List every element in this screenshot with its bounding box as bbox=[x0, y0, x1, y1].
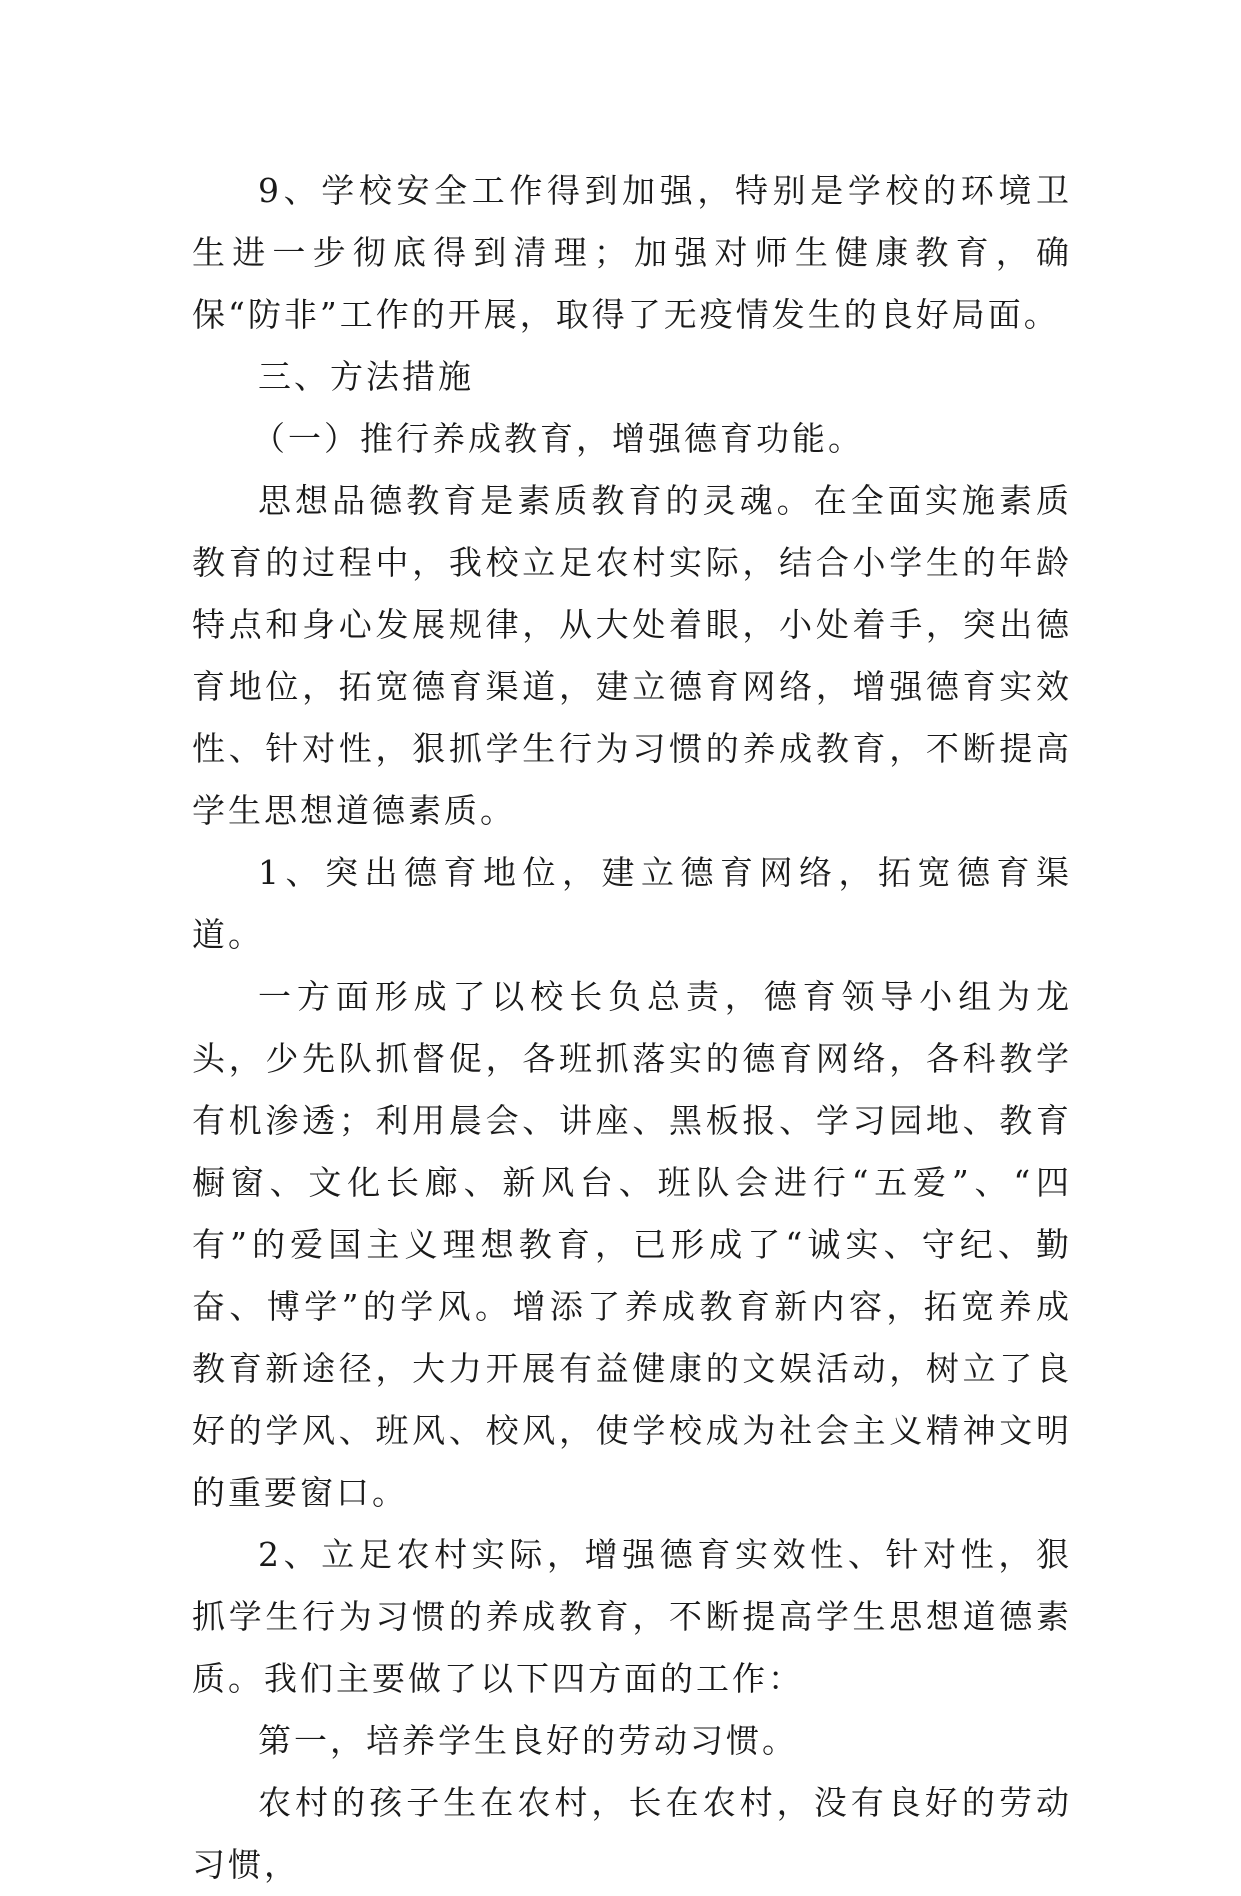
subsection-heading-cultivation: （一）推行养成教育，增强德育功能。 bbox=[252, 419, 864, 458]
paragraph-safety-work: 9、学校安全工作得到加强，特别是学校的环境卫生进一步彻底得到清理；加强对师生健康教育，确保“防非”工作的开展，取得了无疫情发生的良好局面。 bbox=[192, 171, 1072, 334]
paragraph-moral-network: 一方面形成了以校长负总责，德育领导小组为龙头，少先队抓督促，各班抓落实的德育网络，各科教学有机渗透；利用晨会、讲座、黑板报、学习园地、教育橱窗、文化长廊、新风台、班队会进行“五爱”、“四有”的爱国主义理想教育，已形成了“诚实、守纪、勤奋、博学”的学风。增添了养成教育新内容，拓宽养成教育新途径，大力开展有益健康的文娱活动，树立了良好的学风、班风、校风，使学校成为社会主义精神文明的重要窗口。 bbox=[192, 977, 1072, 1512]
section-heading-methods: 三、方法措施 bbox=[258, 357, 474, 396]
paragraph-rural-children: 农村的孩子生在农村，长在农村，没有良好的劳动习惯， bbox=[192, 1783, 1072, 1884]
paragraph-point-2: 2、立足农村实际，增强德育实效性、针对性，狠抓学生行为习惯的养成教育，不断提高学生思想道德素质。我们主要做了以下四方面的工作： bbox=[192, 1535, 1072, 1698]
paragraph-moral-education: 思想品德教育是素质教育的灵魂。在全面实施素质教育的过程中，我校立足农村实际，结合小学生的年龄特点和身心发展规律，从大处着眼，小处着手，突出德育地位，拓宽德育渠道，建立德育网络，增强德育实效性、针对性，狠抓学生行为习惯的养成教育，不断提高学生思想道德素质。 bbox=[192, 481, 1072, 830]
document-body bbox=[192, 160, 1072, 1896]
paragraph-point-1-heading: 1、突出德育地位，建立德育网络，拓宽德育渠道。 bbox=[192, 853, 1072, 954]
paragraph-first-labor-habits: 第一，培养学生良好的劳动习惯。 bbox=[258, 1721, 798, 1760]
